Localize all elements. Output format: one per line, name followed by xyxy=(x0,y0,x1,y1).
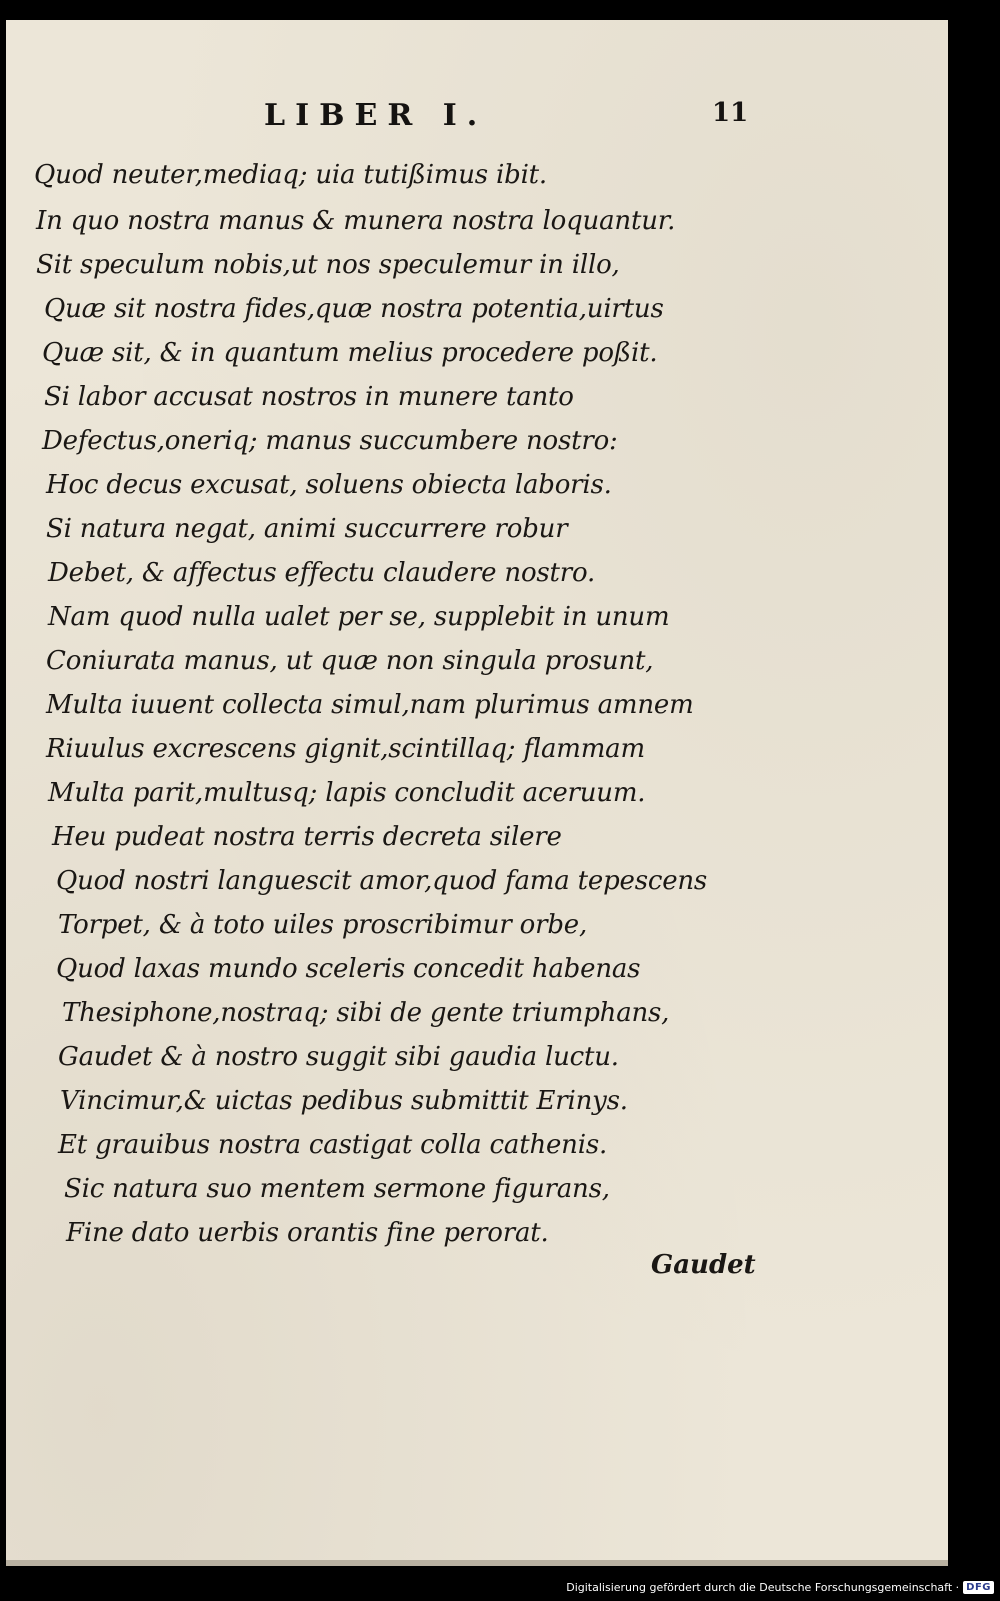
catchword: Gaudet xyxy=(651,1250,756,1280)
verse-line: Si labor accusat nostros in munere tanto xyxy=(44,382,574,412)
verse-line: Quod laxas mundo sceleris concedit habenas xyxy=(56,954,641,984)
running-head: LIBER I. xyxy=(264,98,488,133)
verse-line: Thesiphone,nostraq; sibi de gente triumphans, xyxy=(62,998,670,1028)
verse-line: Debet, & affectus effectu claudere nostro. xyxy=(48,558,596,588)
page-edge-shadow xyxy=(6,1560,948,1566)
verse-line: Sic natura suo mentem sermone figurans, xyxy=(64,1174,610,1204)
dfg-logo-icon: DFG xyxy=(963,1581,994,1594)
verse-line: Defectus,oneriq; manus succumbere nostro: xyxy=(42,426,618,456)
verse-line: Vincimur,& uictas pedibus submittit Erinys. xyxy=(60,1086,628,1116)
verse-line: Quod neuter,mediaq; uia tutißimus ibit. xyxy=(34,160,547,190)
verse-line: Et grauibus nostra castigat colla cathenis. xyxy=(58,1130,608,1160)
verse-line: Multa parit,multusq; lapis concludit aceruum. xyxy=(48,778,646,808)
verse-line: In quo nostra manus & munera nostra loquantur. xyxy=(36,206,676,236)
verse-line: Si natura negat, animi succurrere robur xyxy=(46,514,568,544)
digitization-credit xyxy=(566,1576,994,1598)
book-page xyxy=(6,20,948,1566)
verse-line: Coniurata manus, ut quæ non singula prosunt, xyxy=(46,646,654,676)
verse-line: Nam quod nulla ualet per se, supplebit in unum xyxy=(48,602,670,632)
verse-line: Torpet, & à toto uiles proscribimur orbe, xyxy=(58,910,588,940)
verse-line: Multa iuuent collecta simul,nam plurimus amnem xyxy=(46,690,694,720)
verse-block xyxy=(6,20,948,1566)
verse-line: Quod nostri languescit amor,quod fama tepescens xyxy=(56,866,708,896)
verse-line: Fine dato uerbis orantis fine perorat. xyxy=(66,1218,549,1248)
verse-line: Heu pudeat nostra terris decreta silere xyxy=(52,822,562,852)
credit-text: Digitalisierung gefördert durch die Deutsche Forschungsgemeinschaft · xyxy=(566,1580,960,1594)
folio-number: 11 xyxy=(712,98,749,128)
verse-line: Hoc decus excusat, soluens obiecta laboris. xyxy=(46,470,612,500)
verse-line: Gaudet & à nostro suggit sibi gaudia luctu. xyxy=(58,1042,619,1072)
verse-line: Quæ sit, & in quantum melius procedere poßit. xyxy=(42,338,658,368)
verse-line: Sit speculum nobis,ut nos speculemur in illo, xyxy=(36,250,620,280)
verse-line: Riuulus excrescens gignit,scintillaq; flammam xyxy=(46,734,645,764)
verse-line: Quæ sit nostra fides,quæ nostra potentia,uirtus xyxy=(44,294,664,324)
